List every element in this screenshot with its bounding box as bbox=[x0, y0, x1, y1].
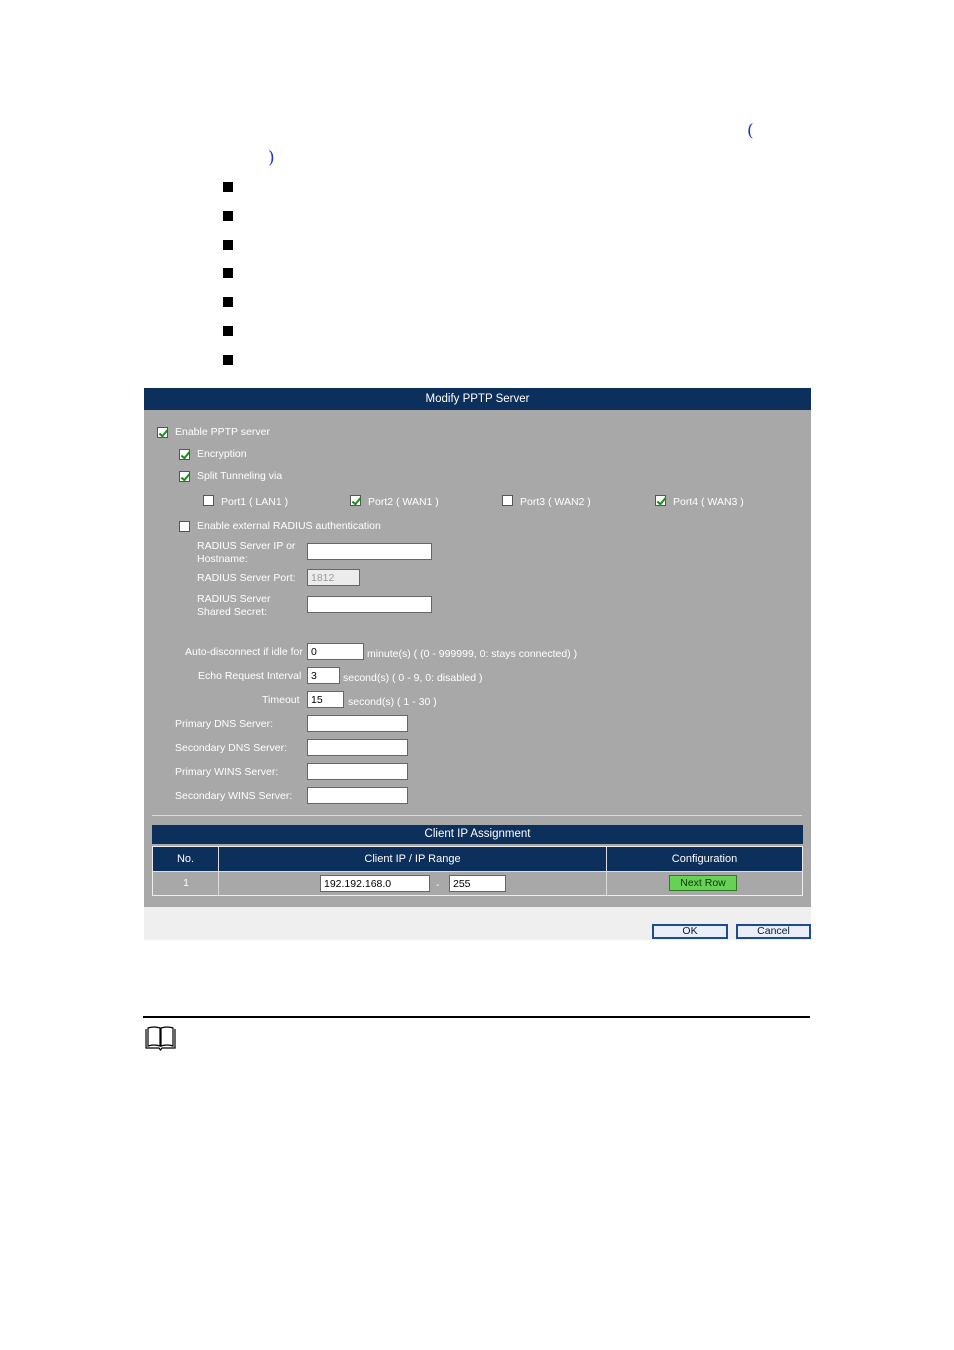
port2-label: Port2 ( WAN1 ) bbox=[368, 496, 439, 508]
row-number: 1 bbox=[183, 877, 189, 889]
open-parenthesis: ( bbox=[747, 121, 754, 141]
close-parenthesis: ) bbox=[268, 148, 275, 168]
encryption-label: Encryption bbox=[197, 448, 247, 460]
echo-interval-input[interactable] bbox=[307, 667, 340, 684]
split-tunneling-checkbox[interactable] bbox=[179, 471, 190, 482]
echo-interval-hint: second(s) ( 0 - 9, 0: disabled ) bbox=[343, 672, 483, 684]
ip-start-input[interactable] bbox=[320, 875, 430, 892]
cancel-button[interactable]: Cancel bbox=[736, 924, 811, 939]
bullet-icon bbox=[223, 182, 233, 192]
radius-enable-checkbox[interactable] bbox=[179, 521, 190, 532]
modify-pptp-server-panel bbox=[144, 388, 811, 940]
bullet-icon bbox=[223, 326, 233, 336]
auto-disconnect-input[interactable] bbox=[307, 643, 364, 660]
primary-dns-label: Primary DNS Server: bbox=[175, 718, 274, 730]
secondary-dns-label: Secondary DNS Server: bbox=[175, 742, 288, 754]
configuration-cell bbox=[607, 871, 802, 895]
port1-label: Port1 ( LAN1 ) bbox=[221, 496, 289, 508]
panel-footer bbox=[144, 907, 811, 940]
radius-server-input[interactable] bbox=[307, 543, 432, 560]
port1-checkbox[interactable] bbox=[203, 495, 214, 506]
port4-label: Port4 ( WAN3 ) bbox=[673, 496, 744, 508]
timeout-hint: second(s) ( 1 - 30 ) bbox=[348, 696, 437, 708]
column-header-no: No. bbox=[153, 847, 219, 871]
split-tunneling-label: Split Tunneling via bbox=[197, 470, 283, 482]
primary-dns-input[interactable] bbox=[307, 715, 408, 732]
auto-disconnect-label: Auto-disconnect if idle for bbox=[185, 646, 303, 658]
port4-checkbox[interactable] bbox=[655, 495, 666, 506]
echo-interval-label: Echo Request Interval bbox=[198, 670, 302, 682]
secondary-dns-input[interactable] bbox=[307, 739, 408, 756]
ok-button[interactable]: OK bbox=[652, 924, 728, 939]
enable-pptp-label: Enable PPTP server bbox=[175, 426, 270, 438]
client-ip-table bbox=[152, 846, 803, 896]
primary-wins-input[interactable] bbox=[307, 763, 408, 780]
secondary-wins-label: Secondary WINS Server: bbox=[175, 790, 293, 802]
enable-pptp-checkbox[interactable] bbox=[157, 427, 168, 438]
bullet-icon bbox=[223, 211, 233, 221]
column-header-ip-range: Client IP / IP Range bbox=[219, 847, 607, 871]
table-row bbox=[153, 871, 219, 895]
timeout-label: Timeout bbox=[262, 694, 300, 706]
panel-title: Modify PPTP Server bbox=[144, 388, 811, 410]
primary-wins-label: Primary WINS Server: bbox=[175, 766, 279, 778]
port3-checkbox[interactable] bbox=[502, 495, 513, 506]
radius-port-input[interactable] bbox=[307, 569, 360, 586]
auto-disconnect-hint: minute(s) ( (0 - 999999, 0: stays connected) ) bbox=[367, 648, 578, 660]
column-header-configuration: Configuration bbox=[607, 847, 802, 871]
port3-label: Port3 ( WAN2 ) bbox=[520, 496, 591, 508]
bullet-icon bbox=[223, 240, 233, 250]
radius-server-label: RADIUS Server IP or Hostname: bbox=[197, 540, 296, 565]
port2-checkbox[interactable] bbox=[350, 495, 361, 506]
bullet-icon bbox=[223, 355, 233, 365]
panel-body bbox=[144, 410, 811, 907]
bullet-icon bbox=[223, 297, 233, 307]
radius-secret-label: RADIUS Server Shared Secret: bbox=[197, 593, 271, 618]
bullet-icon bbox=[223, 268, 233, 278]
note-divider bbox=[143, 1016, 810, 1018]
book-icon bbox=[144, 1025, 177, 1051]
ip-end-input[interactable] bbox=[449, 875, 506, 892]
range-dash: - bbox=[436, 879, 440, 891]
client-ip-assignment-title: Client IP Assignment bbox=[152, 825, 803, 844]
encryption-checkbox[interactable] bbox=[179, 449, 190, 460]
radius-secret-input[interactable] bbox=[307, 596, 432, 613]
radius-port-label: RADIUS Server Port: bbox=[197, 572, 296, 584]
radius-enable-label: Enable external RADIUS authentication bbox=[197, 520, 381, 532]
next-row-button[interactable]: Next Row bbox=[669, 875, 737, 891]
divider bbox=[152, 815, 802, 816]
ip-range-cell bbox=[219, 871, 607, 895]
timeout-input[interactable] bbox=[307, 691, 344, 708]
secondary-wins-input[interactable] bbox=[307, 787, 408, 804]
